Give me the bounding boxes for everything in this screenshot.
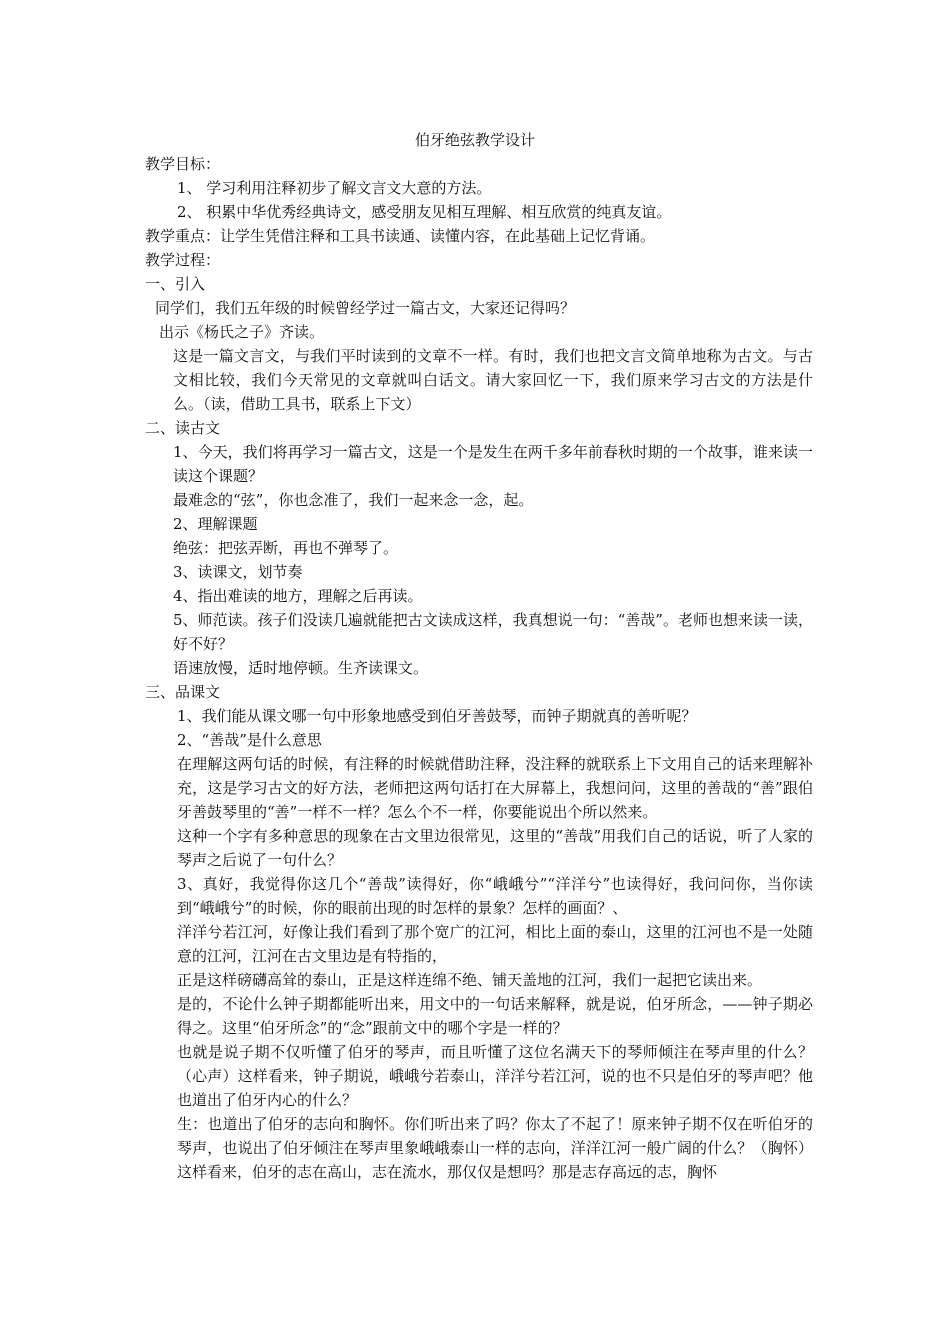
section-heading: 三、品课文 [145, 683, 221, 701]
paragraph: 2、理解课题 [173, 515, 258, 533]
paragraph: 最难念的“弦”，你也念准了，我们一起来念一念，起。 [173, 491, 534, 509]
document-body [145, 152, 813, 1184]
process-heading: 教学过程： [145, 251, 221, 269]
paragraph: 正是这样磅礴高耸的泰山，正是这样连绵不绝、铺天盖地的江河，我们一起把它读出来。 [177, 971, 763, 989]
paragraph: 同学们，我们五年级的时候曾经学过一篇古文，大家还记得吗？ [155, 299, 576, 317]
paragraph: 在理解这两句话的时候，有注释的时候就借助注释，没注释的就联系上下文用自己的话来理解补充，这是学习古文的好方法，老师把这两句话打在大屏幕上，我想问问，这里的善哉的“善”跟伯牙善鼓琴里的“善”一样不一样？怎么个不一样，你要能说出个所以然来。 [177, 755, 813, 821]
paragraph: 也就是说子期不仅听懂了伯牙的琴声，而且听懂了这位名满天下的琴师倾注在琴声里的什么？（心声）这样看来，钟子期说，峨峨兮若泰山，洋洋兮若江河，说的也不只是伯牙的琴声吧？他也道出了伯牙内心的什么？ [177, 1043, 813, 1109]
paragraph: 生：也道出了伯牙的志向和胸怀。你们听出来了吗？你太了不起了！原来钟子期不仅在听伯牙的琴声，也说出了伯牙倾注在琴声里象峨峨泰山一样的志向，洋洋江河一般广阔的什么？（胸怀）这样看来，伯牙的志在高山，志在流水，那仅仅是想吗？那是志存高远的志，胸怀 [177, 1115, 813, 1181]
paragraph: 是的，不论什么钟子期都能听出来，用文中的一句话来解释，就是说，伯牙所念，——钟子期必得之。这里“伯牙所念”的“念”跟前文中的哪个字是一样的？ [177, 995, 813, 1037]
section-heading: 一、引入 [145, 275, 206, 293]
section-heading: 二、读古文 [145, 419, 221, 437]
paragraph: 这种一个字有多种意思的现象在古文里边很常见，这里的“善哉”用我们自己的话说，听了人家的琴声之后说了一句什么？ [177, 827, 813, 869]
goal-item: 1、 学习利用注释初步了解文言文大意的方法。 [177, 179, 492, 197]
paragraph: 1、今天，我们将再学习一篇古文，这是一个是发生在两千多年前春秋时期的一个故事，谁来读一读这个课题？ [173, 443, 813, 485]
goals-heading: 教学目标： [145, 155, 221, 173]
paragraph: 出示《杨氏之子》齐读。 [159, 323, 325, 341]
key-points: 教学重点：让学生凭借注释和工具书读通、读懂内容，在此基础上记忆背诵。 [145, 227, 656, 245]
document-title: 伯牙绝弦教学设计 [414, 131, 535, 149]
paragraph: 这是一篇文言文，与我们平时读到的文章不一样。有时，我们也把文言文简单地称为古文。与古文相比较，我们今天常见的文章就叫白话文。请大家回忆一下，我们原来学习古文的方法是什么。（读，借助工具书，联系上下文） [173, 347, 813, 413]
paragraph: 2、“善哉”是什么意思 [177, 731, 322, 749]
paragraph: 3、真好，我觉得你这几个“善哉”读得好，你“峨峨兮”“洋洋兮”也读得好，我问问你，当你读到“峨峨兮”的时候，你的眼前出现的时怎样的景象？怎样的画面？、 [177, 875, 813, 917]
paragraph: 4、指出难读的地方，理解之后再读。 [173, 587, 423, 605]
paragraph: 1、我们能从课文哪一句中形象地感受到伯牙善鼓琴，而钟子期就真的善听呢？ [177, 707, 697, 725]
paragraph: 3、读课文，划节奏 [173, 563, 303, 581]
goal-item: 2、 积累中华优秀经典诗文，感受朋友见相互理解、相互欣赏的纯真友谊。 [177, 203, 672, 221]
paragraph: 5、师范读。孩子们没读几遍就能把古文读成这样，我真想说一句：“善哉”。老师也想来读一读，好不好？ [173, 611, 813, 653]
paragraph: 绝弦：把弦弄断，再也不弹琴了。 [173, 539, 399, 557]
paragraph: 语速放慢，适时地停顿。生齐读课文。 [173, 659, 429, 677]
paragraph: 洋洋兮若江河，好像让我们看到了那个宽广的江河，相比上面的泰山，这里的江河也不是一处随意的江河，江河在古文里边是有特指的， [177, 923, 813, 965]
